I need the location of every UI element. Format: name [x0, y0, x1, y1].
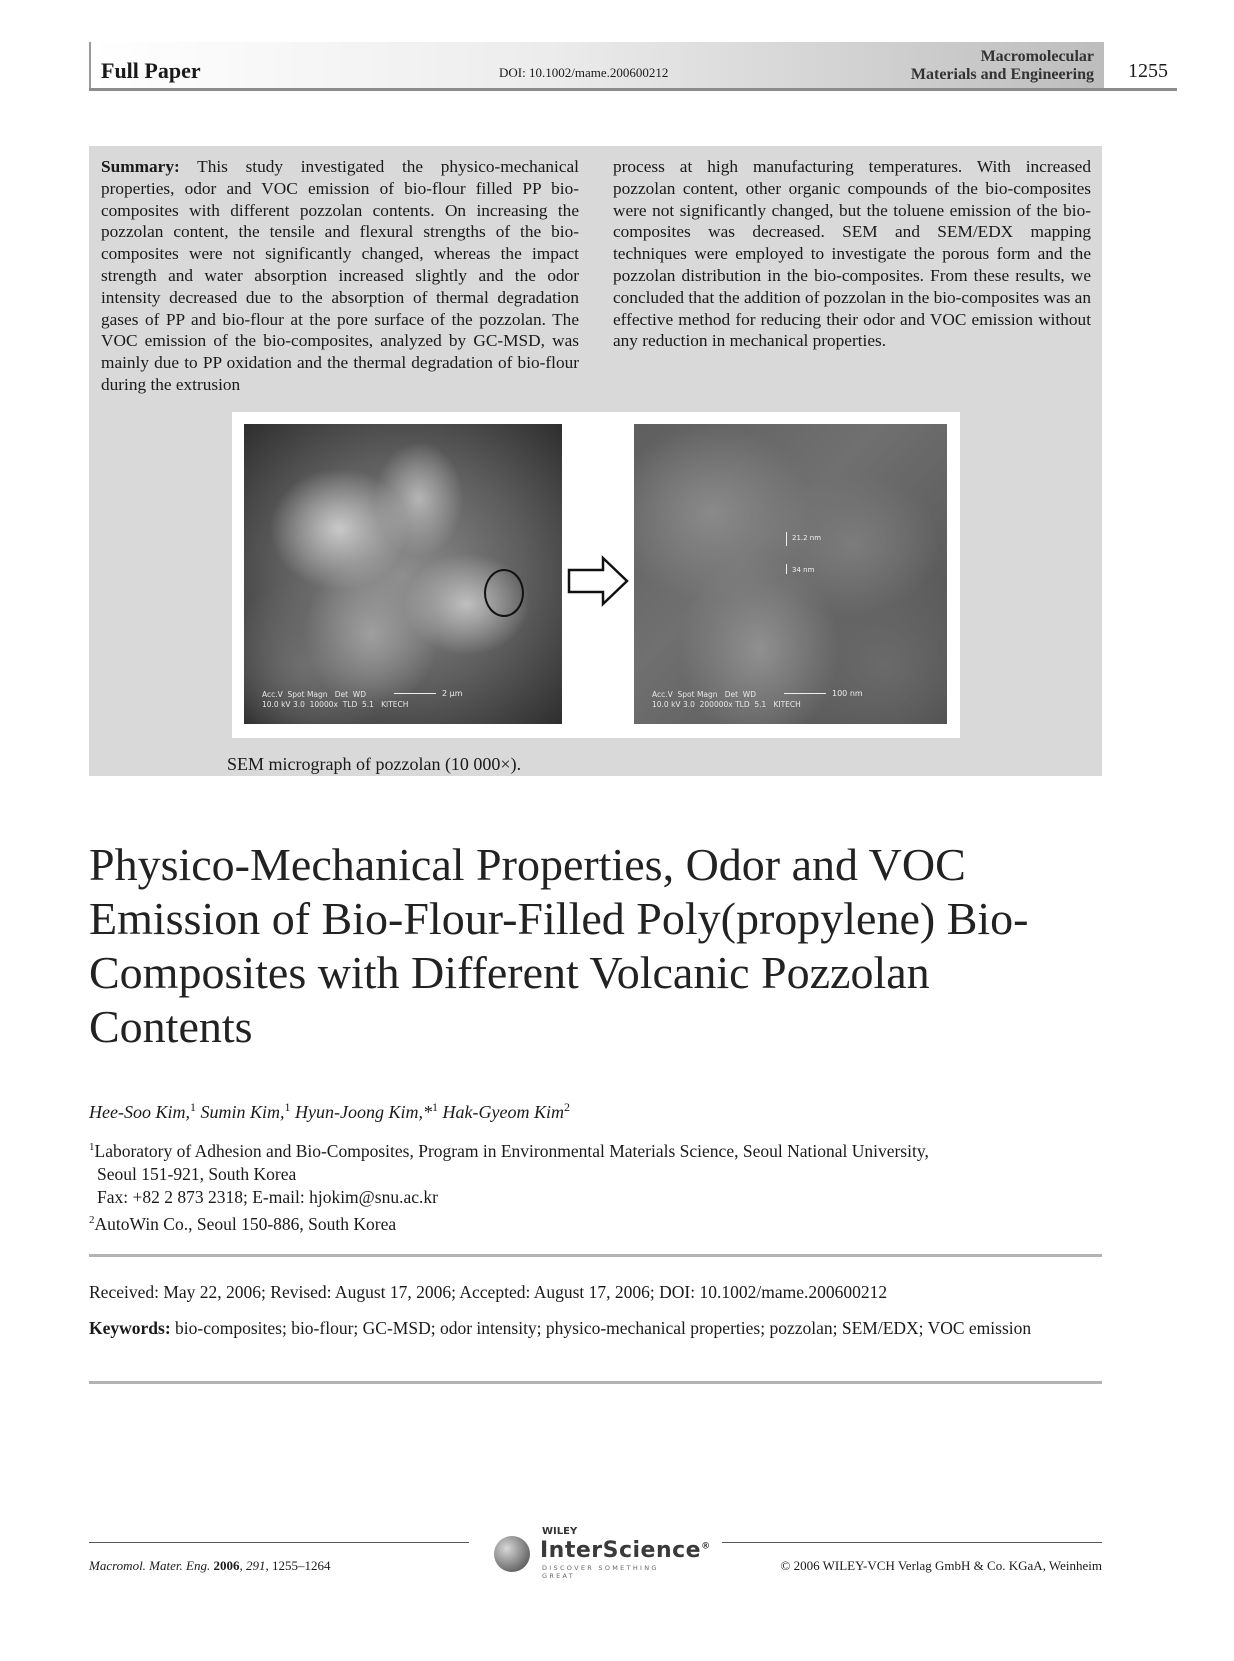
page-number: 1255	[1128, 60, 1168, 82]
author-name: Hyun-Joong Kim,*	[295, 1102, 432, 1122]
received-dates: Received: May 22, 2006; Revised: August 17, 2006; Accepted: August 17, 2006; DOI: 10.1002/mame.200600212	[89, 1282, 888, 1302]
author-affil-marker: 2	[563, 1100, 570, 1114]
header-rule	[89, 88, 1177, 91]
logo-tagline: DISCOVER SOMETHING GREAT	[542, 1564, 659, 1580]
copyright: © 2006 WILEY-VCH Verlag GmbH & Co. KGaA, Weinheim	[780, 1558, 1102, 1573]
running-header	[89, 42, 1104, 88]
affiliation-line: AutoWin Co., Seoul 150-886, South Korea	[94, 1213, 397, 1234]
author-list	[89, 1100, 570, 1123]
author-affil-marker: 1	[189, 1100, 196, 1114]
figure-caption: SEM micrograph of pozzolan (10 000×).	[227, 754, 522, 774]
globe-icon	[494, 1536, 530, 1572]
affiliation-line: Seoul 151-921, South Korea	[97, 1163, 297, 1184]
citation: Macromol. Mater. Eng. 2006, 291, 1255–1264	[89, 1558, 331, 1573]
measure-bar-1	[786, 532, 787, 546]
citation-pages: 1255–1264	[271, 1558, 331, 1573]
graphical-abstract-box	[89, 146, 1102, 776]
logo-wiley-text: WILEY	[542, 1526, 578, 1537]
measure-label-1: 21.2 nm	[792, 534, 822, 542]
scale-bar-left	[394, 693, 436, 694]
footer-rule-right	[722, 1542, 1102, 1543]
sem-info-left: Acc.V Spot Magn Det WD 10.0 kV 3.0 10000x TLD 5.1 KITECH	[262, 690, 409, 709]
journal-name-line2: Materials and Engineering	[910, 66, 1094, 83]
keywords-text: bio-composites; bio-flour; GC-MSD; odor intensity; physico-mechanical properties; pozzolan; SEM/EDX; VOC emission	[175, 1318, 1032, 1338]
journal-name	[911, 48, 1094, 84]
scale-label-right: 100 nm	[832, 689, 863, 698]
section-label: Full Paper	[101, 58, 201, 83]
summary-text-right: process at high manufacturing temperatures. With increased pozzolan content, other organic compounds of the bio-composites were not significantly changed, but the toluene emission of the bio-composites was decreased. SEM and SEM/EDX mapping techniques were employed to investigate the porous form and the pozzolan distribution in the bio-composites. From these results, we concluded that the addition of pozzolan in the bio-composites was an effective method for reducing their odor and VOC emission without any reduction in mechanical properties.	[613, 157, 1091, 351]
keywords	[89, 1317, 1102, 1340]
divider	[89, 1381, 1102, 1384]
sem-info-right: Acc.V Spot Magn Det WD 10.0 kV 3.0 200000x TLD 5.1 KITECH	[652, 690, 801, 709]
affil-marker: 2	[89, 1213, 95, 1226]
author-name: Hee-Soo Kim,	[89, 1102, 190, 1122]
divider	[89, 1254, 1102, 1257]
summary-text-left: This study investigated the physico-mechanical properties, odor and VOC emission of bio-flour filled PP bio-composites with different pozzolan contents. On increasing the pozzolan content, the tensile and flexural strengths of the bio-composites were not significantly changed, whereas the impact strength and water absorption increased slightly and the odor intensity decreased due to the absorption of thermal degradation gases of PP and bio-flour at the pore surface of the pozzolan. The VOC emission of the bio-composites, analyzed by GC-MSD, was mainly due to PP oxidation and the thermal degradation of bio-flour during the extrusion	[101, 157, 579, 394]
scale-bar-right	[784, 693, 826, 694]
author-name: Sumin Kim,	[200, 1102, 285, 1122]
sem-micrograph-high-magnification	[634, 424, 947, 724]
wiley-interscience-logo[interactable]	[494, 1524, 711, 1580]
contact-line: Fax: +82 2 873 2318; E-mail: hjokim@snu.ac.kr	[97, 1186, 438, 1207]
right-arrow-icon	[567, 555, 629, 607]
logo-main-word: InterScience	[540, 1538, 702, 1563]
author-name: Hak-Gyeom Kim	[442, 1102, 564, 1122]
registered-mark: ®	[701, 1541, 711, 1552]
summary-right-column	[613, 156, 1091, 352]
measure-bar-2	[786, 564, 787, 574]
affil-marker: 1	[89, 1141, 95, 1153]
logo-main-text	[540, 1538, 711, 1563]
author-affil-marker: 1	[284, 1100, 291, 1114]
affiliations	[89, 1136, 929, 1236]
sem-figure	[232, 412, 960, 738]
summary-label: Summary:	[101, 157, 180, 176]
footer-rule-left	[89, 1542, 469, 1543]
measure-label-2: 34 nm	[792, 566, 815, 574]
author-affil-marker: 1	[431, 1100, 438, 1114]
keywords-label: Keywords:	[89, 1318, 171, 1338]
scale-label-left: 2 µm	[442, 689, 463, 698]
journal-name-line1: Macromolecular	[980, 48, 1094, 65]
sem-micrograph-low-magnification	[244, 424, 562, 724]
citation-year: 2006	[213, 1558, 240, 1573]
summary-left-column	[101, 156, 579, 396]
affiliation-line: Laboratory of Adhesion and Bio-Composites, Program in Environmental Materials Science, Seoul National University,	[94, 1140, 929, 1161]
header-doi: DOI: 10.1002/mame.200600212	[499, 65, 669, 80]
article-title: Physico-Mechanical Properties, Odor and VOC Emission of Bio-Flour-Filled Poly(propylene) Bio-Composites with Different Volcanic Pozzolan Contents	[89, 839, 1029, 1052]
journal-abbrev: Macromol. Mater. Eng.	[89, 1558, 211, 1573]
highlight-circle	[484, 569, 524, 617]
citation-volume: 291	[245, 1558, 266, 1573]
